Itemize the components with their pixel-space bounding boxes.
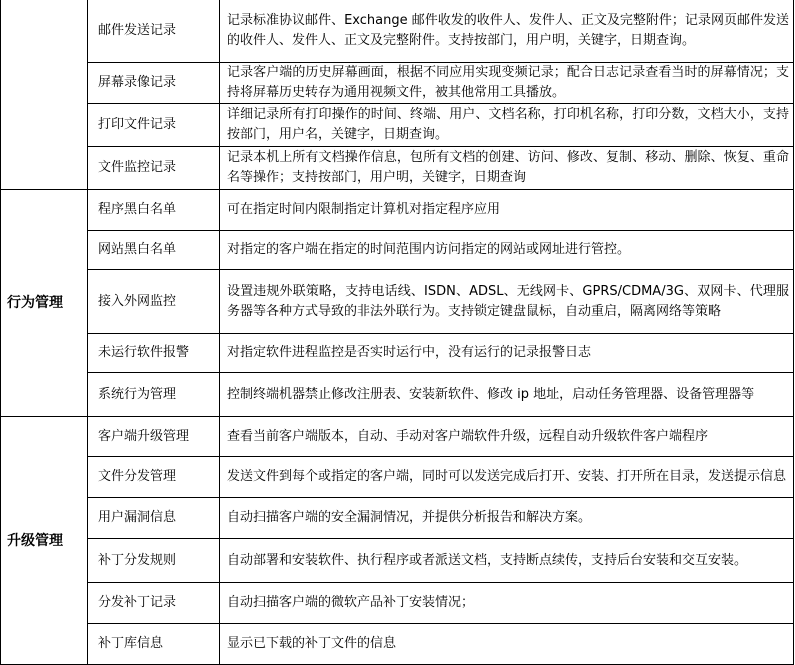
feature-description: 显示已下载的补丁文件的信息 [220,624,794,665]
table-row [1,539,794,583]
feature-description: 设置违规外联策略，支持电话线、ISDN、ADSL、无线网卡、GPRS/CDMA/3G、双网卡、代理服务器等各种方式导致的非法外联行为。支持锁定键盘鼠标，自动重启，隔离网络等策略 [220,270,794,334]
feature-description: 记录本机上所有文档操作信息，包所有文档的创建、访问、修改、复制、移动、删除、恢复、重命名等操作；支持按部门，用户明，关键字，日期查询 [220,147,794,190]
feature-name: 网站黑白名单 [88,231,220,270]
table-row [1,457,794,498]
feature-description: 查看当前客户端版本，自动、手动对客户端软件升级，远程自动升级软件客户端程序 [220,417,794,457]
category-cell: 行为管理 [1,190,88,417]
feature-name: 打印文件记录 [88,104,220,147]
feature-name: 用户漏洞信息 [88,498,220,539]
table-row [1,63,794,104]
table-row [1,231,794,270]
feature-description: 自动扫描客户端的微软产品补丁安装情况； [220,583,794,624]
feature-description: 记录标准协议邮件、Exchange 邮件收发的收件人、发件人、正文及完整附件；记录网页邮件发送的收件人、发件人、正文及完整附件。支持按部门，用户明，关键字，日期查询。 [220,0,794,63]
feature-description: 可在指定时间内限制指定计算机对指定程序应用 [220,190,794,231]
category-cell [1,0,88,190]
feature-name: 未运行软件报警 [88,334,220,373]
feature-description: 自动部署和安装软件、执行程序或者派送文档，支持断点续传，支持后台安装和交互安装。 [220,539,794,583]
feature-name: 系统行为管理 [88,373,220,417]
table-row [1,417,794,457]
feature-name: 补丁库信息 [88,624,220,665]
feature-name: 邮件发送记录 [88,0,220,63]
table-row [1,583,794,624]
table-row [1,373,794,417]
feature-description: 对指定的客户端在指定的时间范围内访问指定的网站或网址进行管控。 [220,231,794,270]
table-row [1,334,794,373]
feature-name: 接入外网监控 [88,270,220,334]
table-row [1,0,794,63]
table-row [1,147,794,190]
feature-description: 发送文件到每个或指定的客户端，同时可以发送完成后打开、安装、打开所在目录，发送提示信息 [220,457,794,498]
table-row [1,498,794,539]
feature-description: 控制终端机器禁止修改注册表、安装新软件、修改 ip 地址，启动任务管理器、设备管理器等 [220,373,794,417]
table-row [1,190,794,231]
feature-description: 详细记录所有打印操作的时间、终端、用户、文档名称，打印机名称，打印分数，文档大小，支持按部门，用户名，关键字，日期查询。 [220,104,794,147]
feature-name: 文件分发管理 [88,457,220,498]
table-row [1,104,794,147]
category-cell: 升级管理 [1,417,88,665]
table-row [1,624,794,665]
feature-name: 客户端升级管理 [88,417,220,457]
feature-description: 记录客户端的历史屏幕画面，根据不同应用实现变频记录；配合日志记录查看当时的屏幕情况；支持将屏幕历史转存为通用视频文件，被其他常用工具播放。 [220,63,794,104]
feature-name: 程序黑白名单 [88,190,220,231]
feature-name: 分发补丁记录 [88,583,220,624]
table-row [1,270,794,334]
feature-description: 自动扫描客户端的安全漏洞情况，并提供分析报告和解决方案。 [220,498,794,539]
feature-description: 对指定软件进程监控是否实时运行中，没有运行的记录报警日志 [220,334,794,373]
feature-name: 屏幕录像记录 [88,63,220,104]
feature-name: 文件监控记录 [88,147,220,190]
feature-name: 补丁分发规则 [88,539,220,583]
